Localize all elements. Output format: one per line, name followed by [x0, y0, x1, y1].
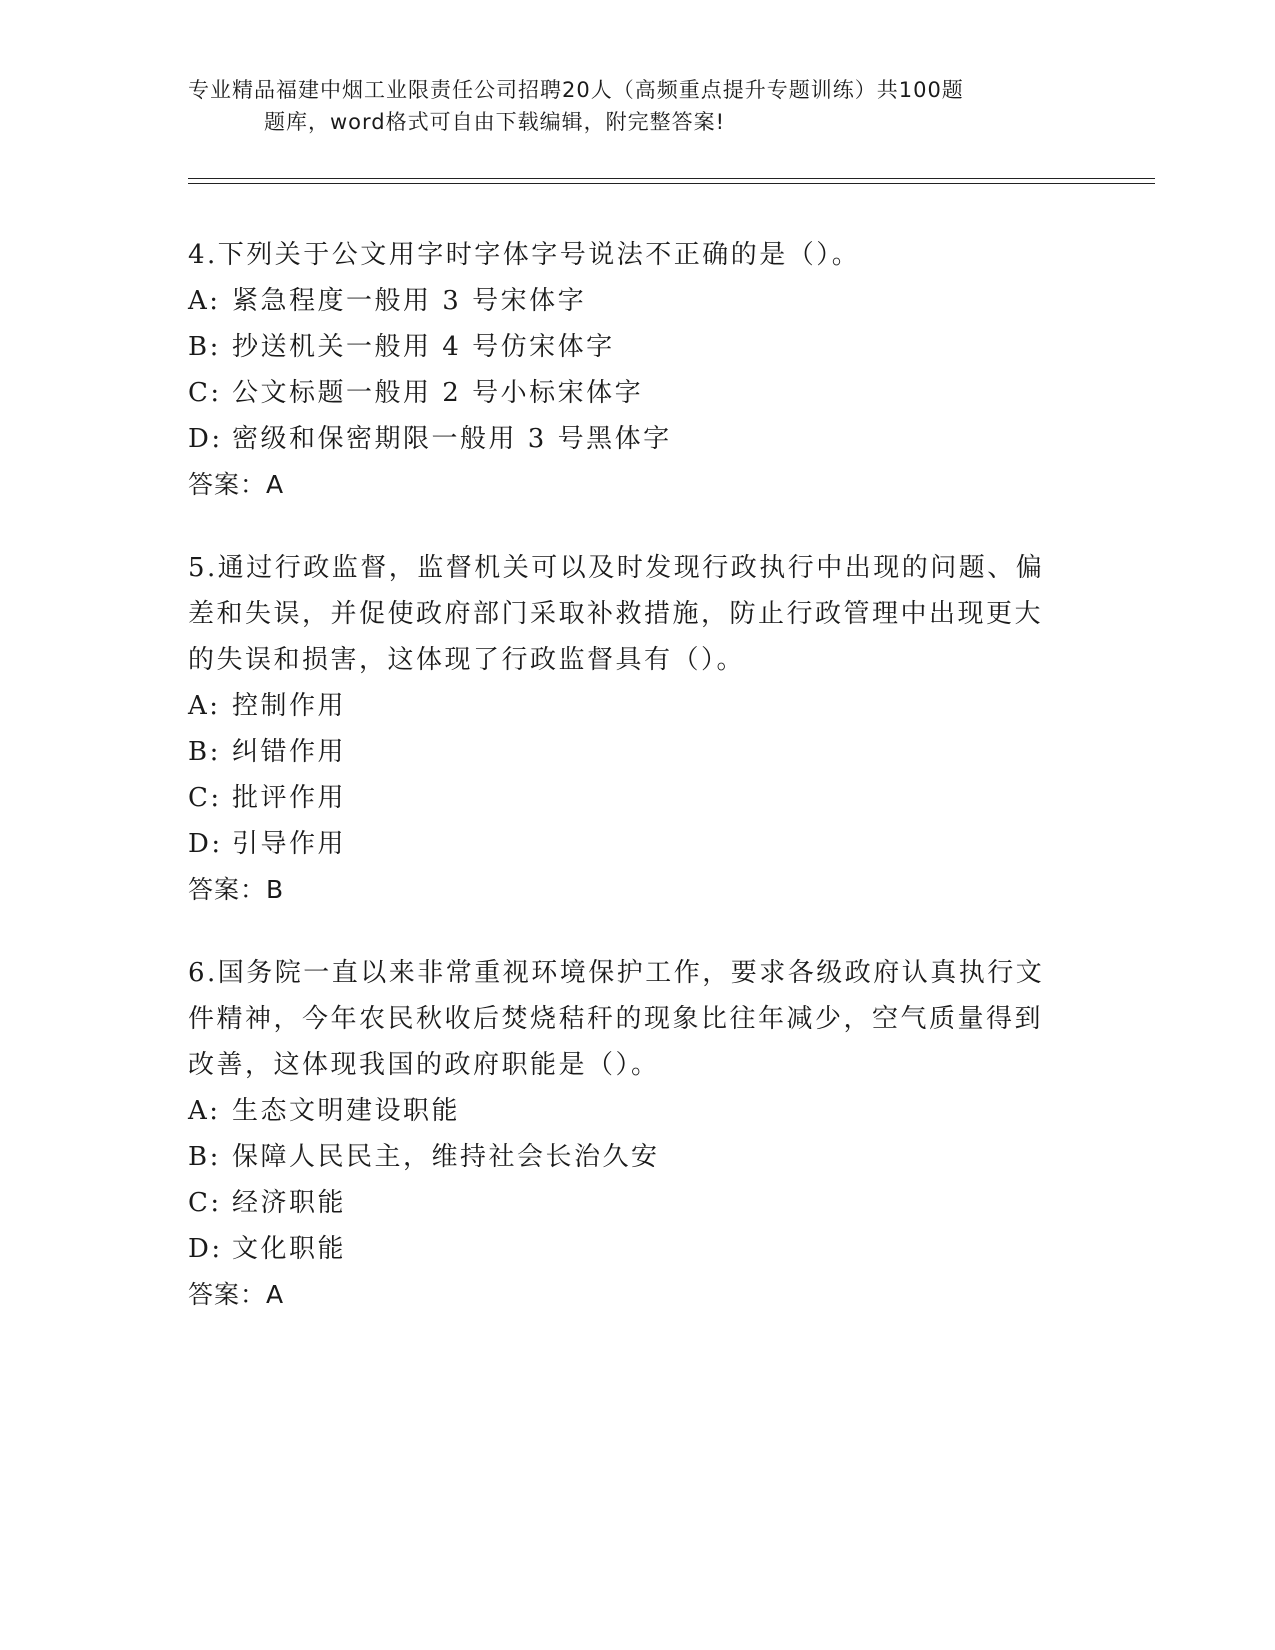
header-divider-top [188, 178, 1155, 179]
option-letter: A: [188, 1096, 221, 1126]
question-text-line: 4.下列关于公文用字时字体字号说法不正确的是（）。 [188, 240, 861, 270]
option-text: 公文标题一般用 2 号小标宋体字 [232, 378, 644, 408]
answer-label: 答案：A [188, 470, 285, 499]
question-text-line: 改善，这体现我国的政府职能是（）。 [188, 1050, 660, 1080]
question-6 [188, 950, 1088, 1318]
document-header [188, 74, 1088, 138]
question-text-line: 的失误和损害，这体现了行政监督具有（）。 [188, 645, 746, 675]
question-text-line: 5.通过行政监督，监督机关可以及时发现行政执行中出现的问题、偏 [188, 553, 1045, 583]
header-title-line-2: 题库，word格式可自由下载编辑，附完整答案! [264, 110, 726, 134]
answer-label: 答案：B [188, 875, 285, 904]
question-text [188, 950, 1088, 1088]
option-a [188, 683, 1088, 729]
option-a [188, 278, 1088, 324]
question-text [188, 545, 1088, 683]
header-title-line-1: 专业精品福建中烟工业限责任公司招聘20人（高频重点提升专题训练）共100题 [188, 78, 964, 102]
option-letter: D: [188, 1234, 223, 1264]
option-c [188, 775, 1088, 821]
option-b [188, 1134, 1088, 1180]
option-c [188, 1180, 1088, 1226]
option-d [188, 821, 1088, 867]
option-text: 生态文明建设职能 [232, 1096, 461, 1126]
option-text: 密级和保密期限一般用 3 号黑体字 [232, 424, 672, 454]
question-5 [188, 545, 1088, 913]
option-text: 紧急程度一般用 3 号宋体字 [232, 286, 587, 316]
option-d [188, 416, 1088, 462]
option-letter: B: [188, 737, 221, 767]
option-text: 纠错作用 [232, 737, 347, 767]
option-letter: A: [188, 286, 221, 316]
question-text-line: 件精神，今年农民秋收后焚烧秸秆的现象比往年减少，空气质量得到 [188, 1004, 1044, 1034]
question-list [188, 232, 1088, 1355]
question-text-line: 6.国务院一直以来非常重视环境保护工作，要求各级政府认真执行文 [188, 958, 1045, 988]
option-letter: D: [188, 829, 223, 859]
option-letter: B: [188, 332, 221, 362]
option-letter: D: [188, 424, 223, 454]
question-text [188, 232, 1088, 278]
question-text-line: 差和失误，并促使政府部门采取补救措施，防止行政管理中出现更大 [188, 599, 1044, 629]
option-text: 控制作用 [232, 691, 347, 721]
option-b [188, 324, 1088, 370]
option-b [188, 729, 1088, 775]
option-letter: C: [188, 783, 222, 813]
option-text: 保障人民民主，维持社会长治久安 [232, 1142, 660, 1172]
option-letter: C: [188, 378, 222, 408]
option-text: 文化职能 [232, 1234, 347, 1264]
option-d [188, 1226, 1088, 1272]
option-text: 批评作用 [232, 783, 347, 813]
option-letter: A: [188, 691, 221, 721]
question-4 [188, 232, 1088, 508]
header-divider-bottom [188, 183, 1155, 184]
option-c [188, 370, 1088, 416]
answer-label: 答案：A [188, 1280, 285, 1309]
option-text: 抄送机关一般用 4 号仿宋体字 [232, 332, 615, 362]
option-text: 经济职能 [232, 1188, 347, 1218]
option-text: 引导作用 [232, 829, 347, 859]
option-letter: B: [188, 1142, 221, 1172]
option-letter: C: [188, 1188, 222, 1218]
option-a [188, 1088, 1088, 1134]
